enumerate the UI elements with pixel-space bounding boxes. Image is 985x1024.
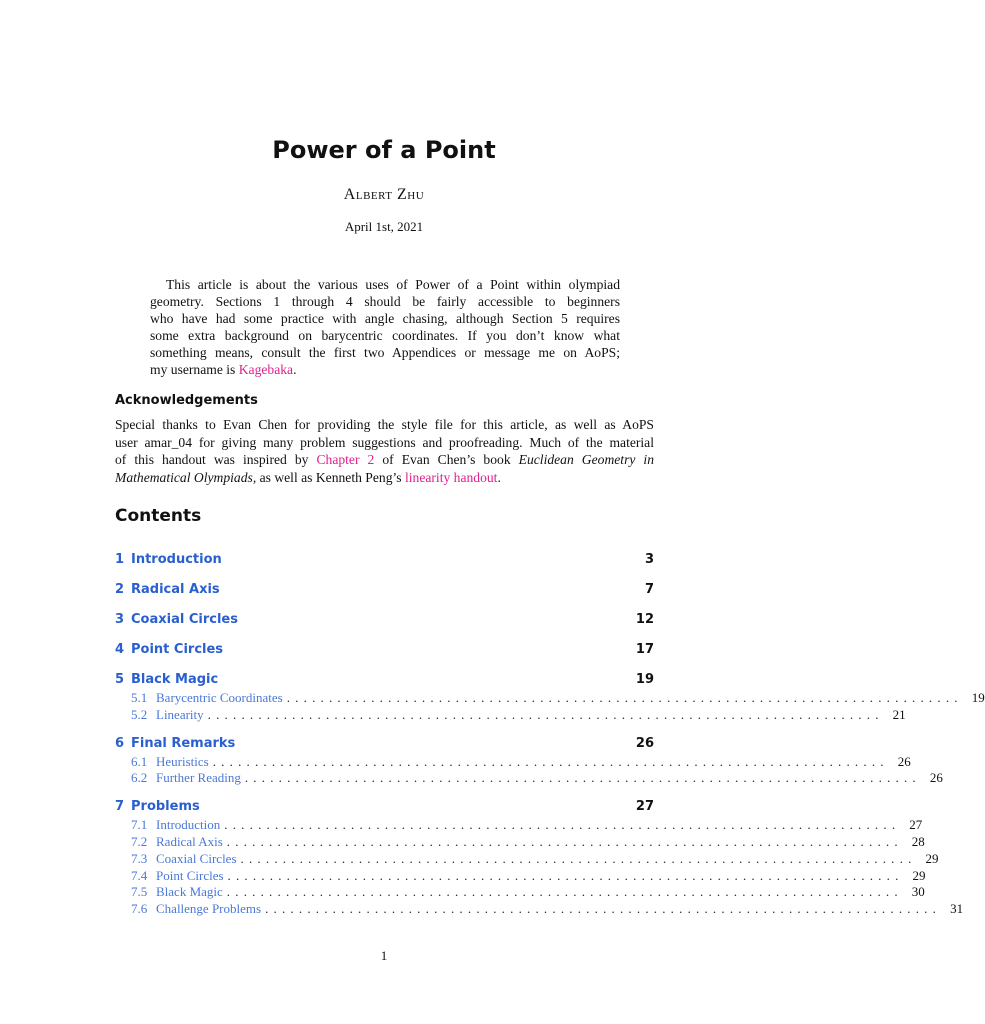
toc-subsection-title[interactable]: Radical Axis bbox=[156, 834, 223, 849]
toc-subsection-number: 6.1 bbox=[131, 753, 148, 769]
ack-text: . bbox=[497, 469, 501, 485]
toc-subsection-7-6[interactable] bbox=[131, 901, 964, 918]
toc-leader-dots: ................................................................................ bbox=[244, 770, 921, 786]
toc-section-title[interactable]: Black Magic bbox=[131, 672, 219, 687]
toc-section-title[interactable]: Radical Axis bbox=[131, 582, 220, 597]
toc-subsection-title[interactable]: Barycentric Coordinates bbox=[156, 690, 283, 705]
toc-section-title[interactable]: Final Remarks bbox=[131, 735, 236, 751]
toc-section-number: 3 bbox=[115, 612, 125, 627]
toc-subsection-number: 7.2 bbox=[131, 834, 148, 849]
toc-section-3[interactable] bbox=[115, 612, 654, 630]
toc-section-4[interactable] bbox=[115, 642, 654, 660]
toc-leader-dots: ................................................................................ bbox=[286, 690, 963, 705]
toc-section-title[interactable]: Problems bbox=[131, 799, 200, 815]
abstract-line: some extra background on barycentric coordinates. If you don’t know what bbox=[150, 328, 620, 343]
contents-heading: Contents bbox=[115, 506, 202, 526]
toc-section-title[interactable]: Introduction bbox=[131, 552, 222, 567]
toc-section-number: 1 bbox=[115, 552, 125, 567]
ack-line: user amar_04 for giving many problem suggestions and proofreading. Much of the material bbox=[115, 434, 654, 450]
toc-section-2[interactable] bbox=[115, 582, 654, 600]
toc-section-number: 5 bbox=[115, 672, 125, 687]
toc-section-number: 6 bbox=[115, 735, 125, 751]
toc-subsection-title[interactable]: Linearity bbox=[156, 706, 204, 722]
toc-subsection-title[interactable]: Coaxial Circles bbox=[156, 850, 237, 866]
toc-section-6[interactable] bbox=[115, 736, 654, 754]
toc-leader-dots: ................................................................................ bbox=[226, 834, 903, 849]
document-title: Power of a Point bbox=[272, 136, 496, 164]
toc-subsection-title[interactable]: Challenge Problems bbox=[156, 901, 262, 917]
toc-subsection-number: 5.1 bbox=[131, 690, 148, 705]
kagebaka-link[interactable]: Kagebaka bbox=[238, 362, 294, 377]
ack-line: Special thanks to Evan Chen for providing the style file for this article, as well as AoPS bbox=[115, 417, 654, 432]
toc-section-1[interactable] bbox=[115, 552, 654, 570]
toc-leader-dots: ................................................................................ bbox=[212, 753, 889, 769]
toc-section-title[interactable]: Coaxial Circles bbox=[131, 612, 238, 627]
toc-subsection-title[interactable]: Heuristics bbox=[156, 753, 209, 769]
toc-subsection-number: 7.6 bbox=[131, 901, 148, 917]
toc-subsection-5-2[interactable] bbox=[131, 706, 906, 724]
abstract-line: something means, consult the first two Appendices or message me on AoPS; bbox=[150, 345, 620, 360]
toc-subsection-page: 21 bbox=[892, 706, 906, 722]
toc-subsection-number: 6.2 bbox=[131, 770, 148, 786]
toc-section-page: 17 bbox=[635, 642, 654, 657]
abstract-text: my username is bbox=[150, 362, 239, 377]
toc-leader-dots: ................................................................................ bbox=[224, 817, 901, 833]
toc-subsection-number: 7.4 bbox=[131, 867, 148, 883]
ack-text: of this handout was inspired by bbox=[115, 452, 317, 468]
toc-section-7[interactable] bbox=[115, 799, 654, 817]
toc-subsection-page: 26 bbox=[929, 770, 943, 786]
toc-subsection-number: 7.1 bbox=[131, 817, 148, 833]
toc-subsection-page: 29 bbox=[912, 867, 926, 883]
toc-subsection-7-1[interactable] bbox=[131, 817, 923, 834]
abstract-line: who have had some practice with angle chasing, although Section 5 requires bbox=[150, 311, 620, 326]
toc-subsection-6-1[interactable] bbox=[131, 753, 911, 771]
book-title: Mathematical Olympiads bbox=[115, 469, 253, 485]
toc-subsection-number: 7.5 bbox=[131, 884, 148, 900]
toc-subsection-5-1[interactable] bbox=[131, 690, 985, 707]
page-number: 1 bbox=[380, 948, 388, 963]
toc-subsection-title[interactable]: Further Reading bbox=[156, 770, 241, 786]
toc-leader-dots: ................................................................................ bbox=[226, 884, 903, 900]
toc-subsection-page: 29 bbox=[925, 850, 939, 866]
toc-subsection-title[interactable]: Introduction bbox=[156, 817, 221, 833]
toc-subsection-number: 7.3 bbox=[131, 850, 148, 866]
toc-subsection-number: 5.2 bbox=[131, 706, 148, 722]
toc-leader-dots: ................................................................................ bbox=[207, 706, 884, 722]
abstract-line: geometry. Sections 1 through 4 should be fairly accessible to beginners bbox=[150, 294, 620, 309]
toc-subsection-title[interactable]: Black Magic bbox=[156, 884, 223, 900]
toc-section-number: 7 bbox=[115, 799, 125, 815]
toc-subsection-page: 27 bbox=[909, 817, 923, 833]
toc-subsection-page: 26 bbox=[897, 753, 911, 769]
toc-subsection-page: 19 bbox=[971, 690, 985, 705]
toc-subsection-7-4[interactable] bbox=[131, 867, 926, 885]
toc-subsection-page: 28 bbox=[911, 834, 925, 849]
toc-section-page: 7 bbox=[644, 582, 654, 597]
toc-leader-dots: ................................................................................ bbox=[227, 867, 904, 883]
toc-section-number: 4 bbox=[115, 642, 125, 657]
toc-section-page: 26 bbox=[635, 735, 654, 751]
toc-section-title[interactable]: Point Circles bbox=[131, 642, 224, 657]
toc-leader-dots: ................................................................................ bbox=[265, 901, 942, 917]
book-title: Euclidean Geometry in bbox=[518, 452, 654, 468]
toc-section-page: 3 bbox=[644, 552, 654, 567]
toc-section-page: 27 bbox=[635, 799, 654, 815]
ack-text: of Evan Chen’s book bbox=[374, 452, 519, 468]
ack-text: , as well as Kenneth Peng’s bbox=[252, 469, 405, 485]
toc-subsection-title[interactable]: Point Circles bbox=[156, 867, 224, 883]
document-date: April 1st, 2021 bbox=[344, 219, 424, 234]
abstract-line: This article is about the various uses of Power of a Point within olympiad bbox=[166, 277, 620, 292]
toc-subsection-7-5[interactable] bbox=[131, 884, 925, 901]
acknowledgements-heading: Acknowledgements bbox=[115, 393, 258, 408]
toc-subsection-6-2[interactable] bbox=[131, 770, 943, 787]
toc-leader-dots: ................................................................................ bbox=[240, 850, 917, 866]
author-name: Albert Zhu bbox=[343, 186, 425, 203]
abstract-text: . bbox=[293, 362, 297, 377]
toc-section-number: 2 bbox=[115, 582, 125, 597]
chapter-2-link[interactable]: Chapter 2 bbox=[316, 452, 375, 468]
toc-section-5[interactable] bbox=[115, 672, 654, 690]
toc-section-page: 12 bbox=[635, 612, 654, 627]
toc-subsection-7-3[interactable] bbox=[131, 850, 939, 868]
toc-subsection-page: 31 bbox=[950, 901, 964, 917]
linearity-handout-link[interactable]: linearity handout bbox=[404, 469, 498, 485]
toc-subsection-page: 30 bbox=[911, 884, 925, 900]
toc-section-page: 19 bbox=[635, 672, 654, 687]
toc-subsection-7-2[interactable] bbox=[131, 834, 925, 851]
acknowledgements-body bbox=[115, 416, 654, 486]
abstract bbox=[150, 276, 620, 378]
